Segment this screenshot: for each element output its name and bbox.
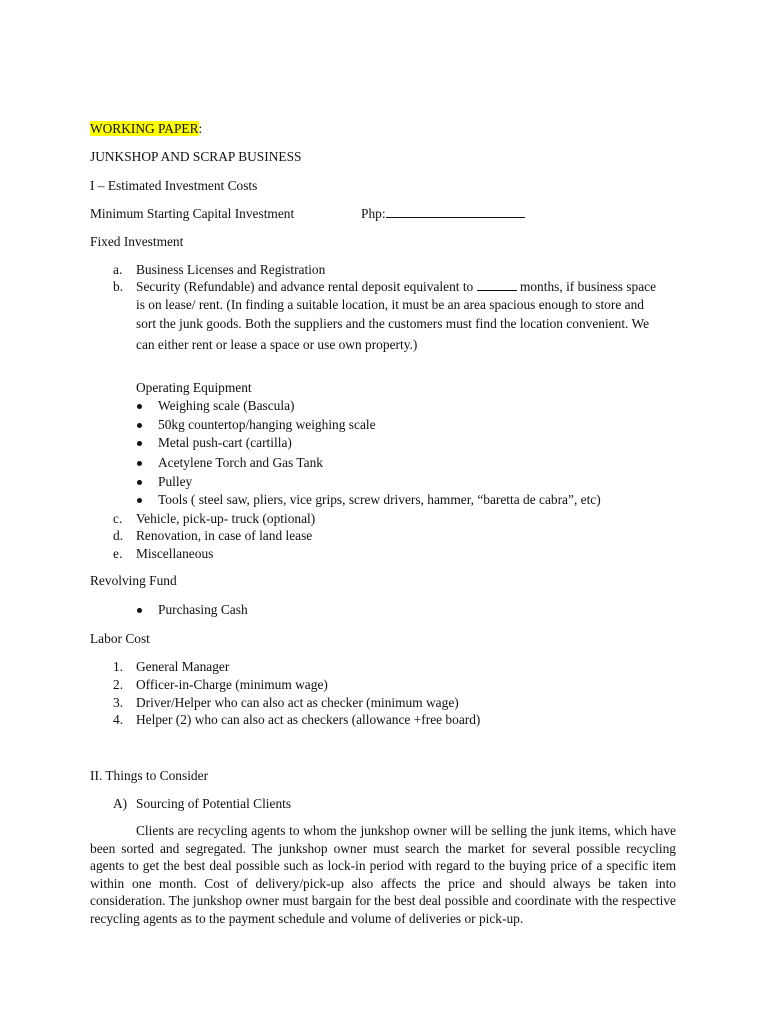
list-item-e: Miscellaneous: [136, 546, 214, 561]
list-marker-d: d.: [113, 528, 124, 543]
section-2-heading: II. Things to Consider: [90, 768, 209, 783]
equipment-item: Acetylene Torch and Gas Tank: [158, 455, 323, 470]
labor-item: Driver/Helper who can also act as checker (minimum wage): [136, 695, 459, 710]
labor-marker: 1.: [113, 659, 124, 674]
equipment-item: Pulley: [158, 474, 193, 489]
item-b-text-post: months, if business space: [516, 279, 657, 294]
list-item-b-line-1: [136, 278, 656, 295]
bullet-icon: [137, 608, 142, 613]
bullet-icon: [137, 423, 142, 428]
list-item-b-line-4: can either rent or lease a space or use own property.): [136, 337, 418, 352]
equipment-item: Metal push-cart (cartilla): [158, 435, 292, 450]
equipment-item: Tools ( steel saw, pliers, vice grips, screw drivers, hammer, “baretta de cabra”, etc): [158, 492, 601, 507]
labor-cost-heading: Labor Cost: [90, 631, 150, 646]
bullet-icon: [137, 404, 142, 409]
heading-colon: :: [198, 121, 203, 136]
labor-marker: 2.: [113, 677, 124, 692]
list-marker-b: b.: [113, 279, 124, 294]
bullet-icon: [137, 480, 142, 485]
currency-label: Php:: [361, 206, 386, 221]
bullet-icon: [137, 441, 142, 446]
section-1-heading: I – Estimated Investment Costs: [90, 178, 258, 193]
labor-item: Helper (2) who can also act as checkers (allowance +free board): [136, 712, 481, 727]
equipment-item: 50kg countertop/hanging weighing scale: [158, 417, 376, 432]
capital-amount: [361, 205, 525, 222]
bullet-icon: [137, 498, 142, 503]
list-item-a: Business Licenses and Registration: [136, 262, 326, 277]
working-paper-heading: [90, 120, 202, 137]
capital-amount-blank: [386, 205, 525, 218]
item-b-text-pre: Security (Refundable) and advance rental deposit equivalent to: [136, 279, 477, 294]
list-item-b-line-3: sort the junk goods. Both the suppliers and the customers must find the location convenient. We: [136, 316, 650, 331]
body-paragraph: Clients are recycling agents to whom the junkshop owner will be selling the junk items, which have been sorted and segregated. The junkshop owner must search the market for several possible recycling agents to get the best deal possible such as lock-in period with regard to the buying price of a specific item within one month. Cost of delivery/pick-up also affects the price and should always be taken into consideration. The junkshop owner must bargain for the best deal possible and coordinate with the respective recycling agents as to the payment schedule and volume of deliveries or pick-up.: [90, 823, 676, 926]
list-item-b-line-2: is on lease/ rent. (In finding a suitable location, it must be an area spacious enough to store and: [136, 297, 644, 312]
list-marker-c: c.: [113, 511, 123, 526]
revolving-fund-heading: Revolving Fund: [90, 573, 177, 588]
list-item-c: Vehicle, pick-up- truck (optional): [136, 511, 316, 526]
equipment-item: Weighing scale (Bascula): [158, 398, 295, 413]
bullet-icon: [137, 461, 142, 466]
revolving-fund-item: Purchasing Cash: [158, 602, 248, 617]
list-marker-a: a.: [113, 262, 123, 277]
highlighted-title: WORKING PAPER: [90, 121, 199, 136]
months-blank: [477, 278, 517, 291]
document-subtitle: JUNKSHOP AND SCRAP BUSINESS: [90, 149, 302, 164]
labor-marker: 3.: [113, 695, 124, 710]
labor-item: Officer-in-Charge (minimum wage): [136, 677, 328, 692]
labor-marker: 4.: [113, 712, 124, 727]
subsection-marker: A): [113, 796, 128, 811]
fixed-investment-heading: Fixed Investment: [90, 234, 184, 249]
labor-item: General Manager: [136, 659, 230, 674]
capital-label: Minimum Starting Capital Investment: [90, 206, 295, 221]
operating-equipment-heading: Operating Equipment: [136, 380, 252, 395]
list-item-d: Renovation, in case of land lease: [136, 528, 313, 543]
list-marker-e: e.: [113, 546, 123, 561]
subsection-title: Sourcing of Potential Clients: [136, 796, 292, 811]
